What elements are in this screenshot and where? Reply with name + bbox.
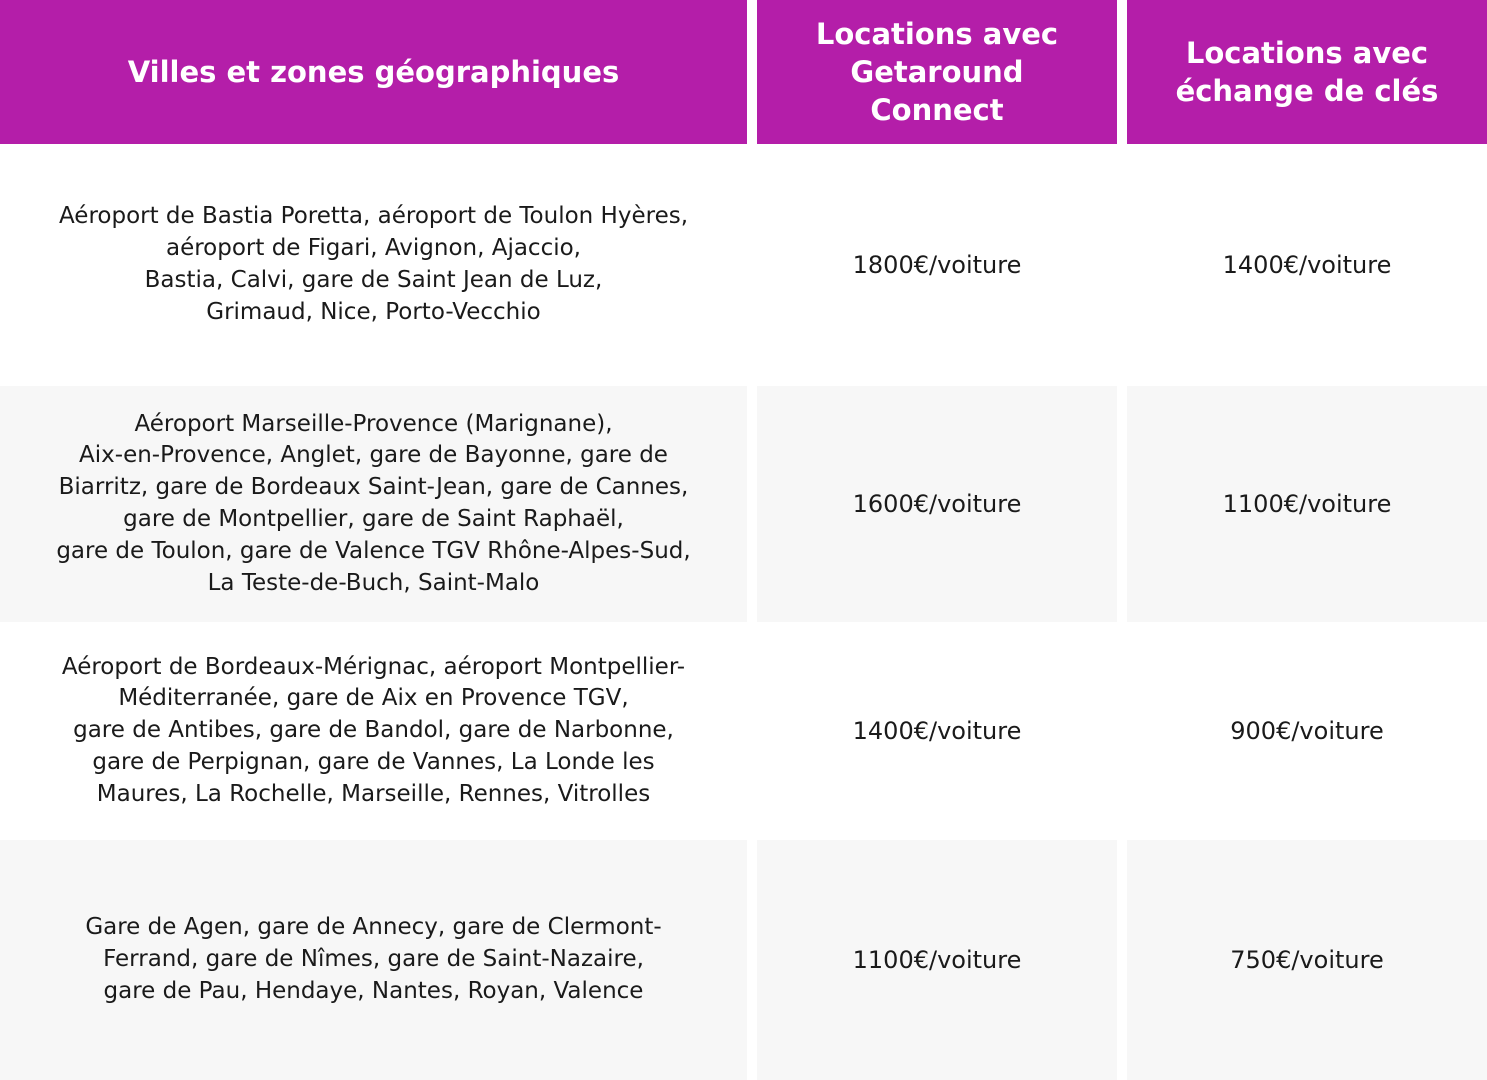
header-cities bbox=[0, 0, 747, 144]
row-2-connect-text: 1600€/voiture bbox=[852, 490, 1022, 518]
row-3-cities bbox=[0, 622, 747, 840]
row-1-cities-text: Aéroport de Bastia Poretta, aéroport de Toulon Hyères, aéroport de Figari, Avignon, Ajaccio, Bastia, Calvi, gare de Saint Jean de Luz, Grimaud, Nice, Porto-Vecchio bbox=[58, 203, 689, 325]
row-3-connect-text: 1400€/voiture bbox=[852, 717, 1022, 745]
header-keys-label: Locations avec échange de clés bbox=[1175, 36, 1439, 108]
row-1-connect-text: 1800€/voiture bbox=[852, 251, 1022, 279]
row-2-keys-price bbox=[1127, 386, 1487, 622]
row-4-keys-price bbox=[1127, 840, 1487, 1080]
row-2-keys-text: 1100€/voiture bbox=[1222, 490, 1392, 518]
row-3-cities-text: Aéroport de Bordeaux-Mérignac, aéroport Montpellier- Méditerranée, gare de Aix en Provence TGV, gare de Antibes, gare de Bandol, gare de Narbonne, gare de Perpignan, gare de Vannes, La Londe les Maures, La Rochelle, Marseille, Rennes, Vitrolles bbox=[61, 653, 686, 807]
row-4-cities-text: Gare de Agen, gare de Annecy, gare de Clermont- Ferrand, gare de Nîmes, gare de Saint-Nazaire, gare de Pau, Hendaye, Nantes, Royan, Valence bbox=[85, 914, 662, 1004]
row-3-keys-price bbox=[1127, 622, 1487, 840]
row-4-connect-text: 1100€/voiture bbox=[852, 946, 1022, 974]
row-1-connect-price bbox=[757, 144, 1117, 386]
row-3-connect-price bbox=[757, 622, 1117, 840]
row-1-keys-text: 1400€/voiture bbox=[1222, 251, 1392, 279]
row-4-cities bbox=[0, 840, 747, 1080]
row-3-keys-text: 900€/voiture bbox=[1230, 717, 1384, 745]
row-4-connect-price bbox=[757, 840, 1117, 1080]
header-cities-label: Villes et zones géographiques bbox=[127, 55, 620, 89]
row-2-cities-text: Aéroport Marseille-Provence (Marignane), Aix-en-Provence, Anglet, gare de Bayonne, gare de Biarritz, gare de Bordeaux Saint-Jean, gare de Cannes, gare de Montpellier, gare de Saint Raphaël, gare de Toulon, gare de Valence TGV Rhône-Alpes-Sud, La Teste-de-Buch, Saint-Malo bbox=[56, 410, 691, 596]
row-1-keys-price bbox=[1127, 144, 1487, 386]
row-2-connect-price bbox=[757, 386, 1117, 622]
row-2-cities bbox=[0, 386, 747, 622]
row-4-keys-text: 750€/voiture bbox=[1230, 946, 1384, 974]
row-1-cities bbox=[0, 144, 747, 386]
header-connect bbox=[757, 0, 1117, 144]
header-keys bbox=[1127, 0, 1487, 144]
header-connect-label: Locations avec Getaround Connect bbox=[815, 17, 1059, 127]
